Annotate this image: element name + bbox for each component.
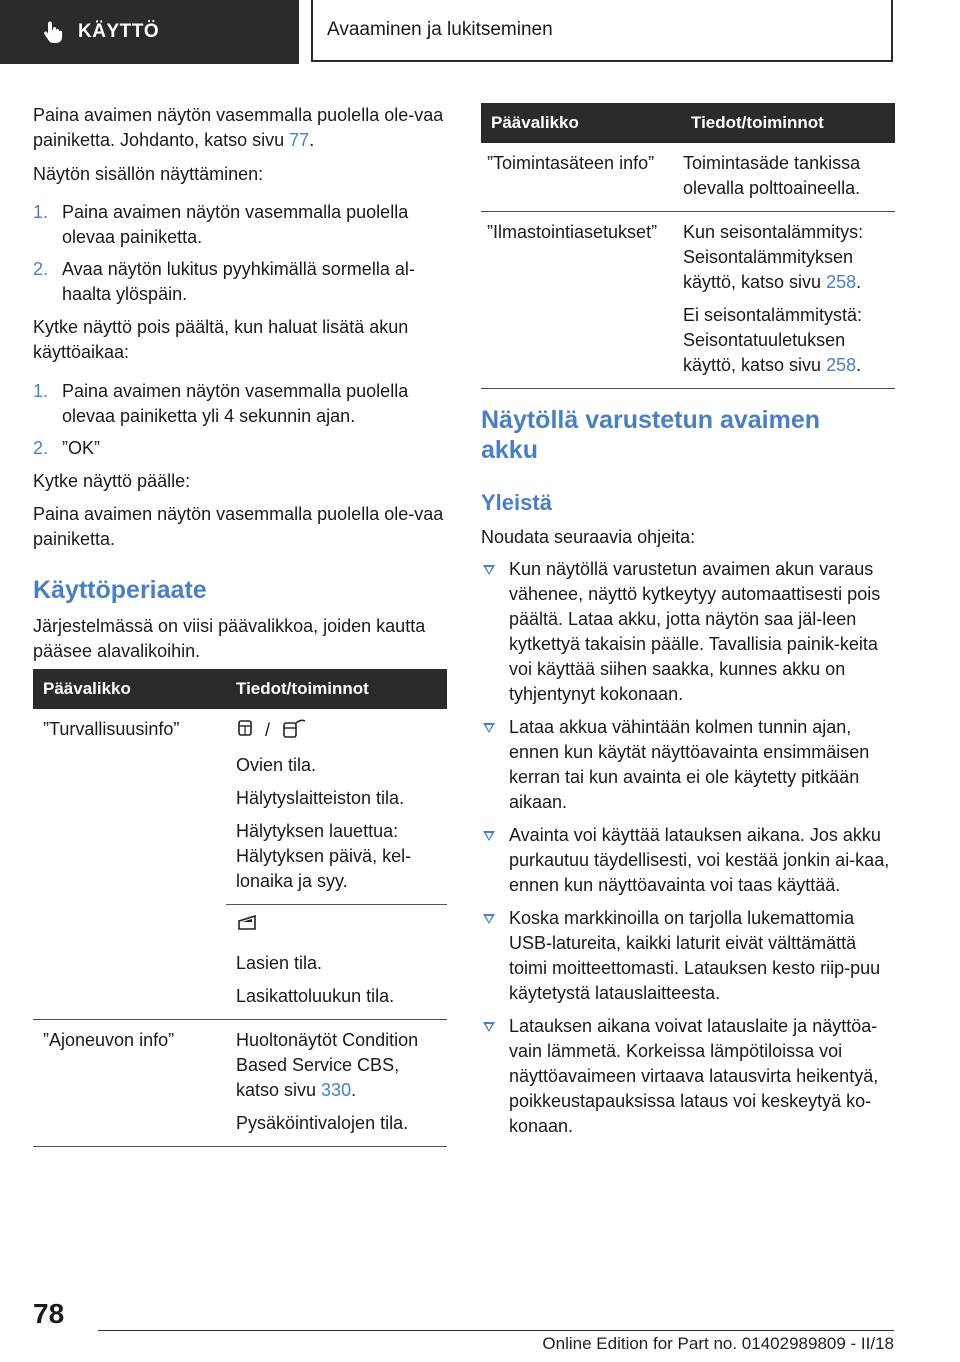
alarm-triggered-info: Hälytyksen lauettua: Hälytyksen päivä, kel-lonaika ja syy. bbox=[236, 821, 412, 891]
intro-text: Paina avaimen näytön vasemmalla puolella ole-vaa painiketta. Johdanto, katso sivu bbox=[33, 105, 444, 150]
general-title: Yleistä bbox=[481, 490, 552, 515]
step-number: 2. bbox=[33, 438, 49, 458]
triangle-bullet-icon bbox=[483, 914, 495, 924]
menu-name: ”Turvallisuusinfo” bbox=[43, 719, 180, 739]
table-cell-menu-security bbox=[33, 709, 226, 1020]
triangle-bullet-icon bbox=[483, 1022, 495, 1032]
principle-title: Käyttöperiaate bbox=[33, 576, 207, 604]
footer-divider bbox=[98, 1330, 894, 1331]
table-cell-menu-range bbox=[481, 143, 681, 212]
menu-table-left bbox=[33, 669, 447, 1147]
triangle-bullet-icon bbox=[483, 831, 495, 841]
table-header-info: Tiedot/toiminnot bbox=[681, 103, 895, 143]
table-cell-windows-info bbox=[226, 905, 447, 1020]
table-cell-menu-vehicle bbox=[33, 1020, 226, 1147]
service-info bbox=[236, 1028, 437, 1103]
heater-info bbox=[683, 220, 885, 295]
step-text: ”OK” bbox=[62, 438, 100, 458]
car-window-icon bbox=[236, 913, 258, 940]
edition-info: Online Edition for Part no. 01402989809 - II/18 bbox=[542, 1334, 894, 1353]
bullet-text: Lataa akkua vähintään kolmen tunnin ajan, ennen kun käytät näyttöavainta ensimmäisen kerran tai kun avainta ei ole käytetty pitkään aikaan. bbox=[509, 717, 870, 812]
off-heading: Kytke näyttö pois päältä, kun haluat lisätä akun käyttöaikaa: bbox=[33, 317, 409, 362]
list-item bbox=[33, 436, 447, 461]
battery-guidelines-list bbox=[481, 557, 895, 1139]
page-header bbox=[0, 0, 960, 66]
bullet-text: Latauksen aikana voivat latauslaite ja näyttöa-vain lämmetä. Korkeissa lämpötiloissa voi näyttöavaimeen virtaava latausvirta heikentyä, poikkeustapauksissa lataus voi keskeytyä ko-konaan. bbox=[509, 1016, 879, 1136]
page-link-330[interactable]: 330 bbox=[321, 1080, 352, 1100]
list-item bbox=[481, 823, 895, 898]
general-intro: Noudata seuraavia ohjeita: bbox=[481, 527, 696, 547]
alarm-status: Hälytyslaitteiston tila. bbox=[236, 788, 405, 808]
on-text: Paina avaimen näytön vasemmalla puolella ole-vaa painiketta. bbox=[33, 504, 444, 549]
door-icons-row bbox=[236, 717, 437, 745]
heater-punct: . bbox=[856, 272, 862, 292]
menu-name: ”Ilmastointiasetukset” bbox=[487, 222, 658, 242]
door-status: Ovien tila. bbox=[236, 755, 317, 775]
intro-paragraph bbox=[33, 103, 447, 153]
battery-title: Näytöllä varustetun avaimen akku bbox=[481, 406, 821, 464]
heater-text: Kun seisontalämmitys: Seisontalämmityksen käyttö, katso sivu bbox=[683, 222, 864, 292]
bullet-text: Koska markkinoilla on tarjolla lukemattomia USB-latureita, kaikki laturit eivät välttämättä toimi moitteettomasti. Latauksen kesto riip-puu käytetystä latauslaitteesta. bbox=[509, 908, 881, 1003]
range-text: Toimintasäde tankissa olevalla polttoaineella. bbox=[683, 153, 861, 198]
step-text: Paina avaimen näytön vasemmalla puolella olevaa painiketta. bbox=[62, 202, 409, 247]
list-item bbox=[481, 1014, 895, 1139]
list-item bbox=[33, 200, 447, 250]
step-text: Avaa näytön lukitus pyyhkimällä sormella al-haalta ylöspäin. bbox=[62, 259, 415, 304]
step-number: 1. bbox=[33, 381, 49, 401]
service-punct: . bbox=[351, 1080, 357, 1100]
on-heading: Kytke näyttö päälle: bbox=[33, 471, 191, 491]
table-cell-climate-info bbox=[681, 212, 895, 389]
list-item bbox=[481, 715, 895, 815]
chapter-title: KÄYTTÖ bbox=[78, 21, 160, 42]
table-cell-security-info bbox=[226, 709, 447, 905]
hand-pointer-icon bbox=[42, 20, 64, 44]
bullet-text: Avainta voi käyttää latauksen aikana. Jos akku purkautuu täydellisesti, voi kestää jonkin ai-kaa, ennen kun näyttöavainta voi taas käyttää. bbox=[509, 825, 890, 895]
step-number: 2. bbox=[33, 259, 49, 279]
list-item bbox=[481, 557, 895, 707]
table-header-info: Tiedot/toiminnot bbox=[226, 669, 447, 709]
page-link-258[interactable]: 258 bbox=[826, 355, 857, 375]
window-status: Lasien tila. bbox=[236, 953, 323, 973]
ventilation-info bbox=[683, 303, 885, 378]
off-steps-list bbox=[33, 379, 447, 461]
list-item bbox=[481, 906, 895, 1006]
chapter-tab bbox=[0, 0, 299, 64]
menu-table-right bbox=[481, 103, 895, 389]
parking-lights-status: Pysäköintivalojen tila. bbox=[236, 1113, 409, 1133]
page-link-258[interactable]: 258 bbox=[826, 272, 857, 292]
intro-punct: . bbox=[309, 130, 315, 150]
bullet-text: Kun näytöllä varustetun avaimen akun varaus vähenee, näyttö kytkeytyy automaattisesti pois päältä. Lataa akku, jotta näytön saa jäl-leen kytkettyä takaisin päälle. Tavallisia painik-keita voi käyttää siihen saakka, kunnes akku on tyhjentynyt kokonaan. bbox=[509, 559, 881, 704]
section-title: Avaaminen ja lukitseminen bbox=[311, 0, 893, 62]
step-number: 1. bbox=[33, 202, 49, 222]
window-icon-row bbox=[236, 913, 437, 943]
sunroof-status: Lasikattoluukun tila. bbox=[236, 986, 395, 1006]
table-header-menu: Päävalikko bbox=[481, 103, 681, 143]
car-door-closed-icon bbox=[236, 718, 254, 745]
service-text: Huoltonäytöt Condition Based Service CBS, katso sivu bbox=[236, 1030, 419, 1100]
icon-separator: / bbox=[265, 720, 271, 741]
menu-name: ”Toimintasäteen info” bbox=[487, 153, 655, 173]
table-cell-range-info bbox=[681, 143, 895, 212]
ventilation-punct: . bbox=[856, 355, 862, 375]
table-cell-menu-climate bbox=[481, 212, 681, 389]
menu-name: ”Ajoneuvon info” bbox=[43, 1030, 175, 1050]
show-heading: Näytön sisällön näyttäminen: bbox=[33, 164, 264, 184]
page-link-77[interactable]: 77 bbox=[289, 130, 310, 150]
triangle-bullet-icon bbox=[483, 723, 495, 733]
list-item bbox=[33, 379, 447, 429]
table-cell-vehicle-info bbox=[226, 1020, 447, 1147]
triangle-bullet-icon bbox=[483, 565, 495, 575]
table-header-menu: Päävalikko bbox=[33, 669, 226, 709]
show-steps-list bbox=[33, 200, 447, 307]
step-text: Paina avaimen näytön vasemmalla puolella olevaa painiketta yli 4 sekunnin ajan. bbox=[62, 381, 409, 426]
car-door-open-icon bbox=[281, 717, 307, 746]
principle-text: Järjestelmässä on viisi päävalikkoa, joiden kautta pääsee alavalikoihin. bbox=[33, 616, 426, 661]
list-item bbox=[33, 257, 447, 307]
page-number: 78 bbox=[33, 1298, 65, 1329]
ventilation-text: Ei seisontalämmitystä: Seisontatuuletuksen käyttö, katso sivu bbox=[683, 305, 863, 375]
